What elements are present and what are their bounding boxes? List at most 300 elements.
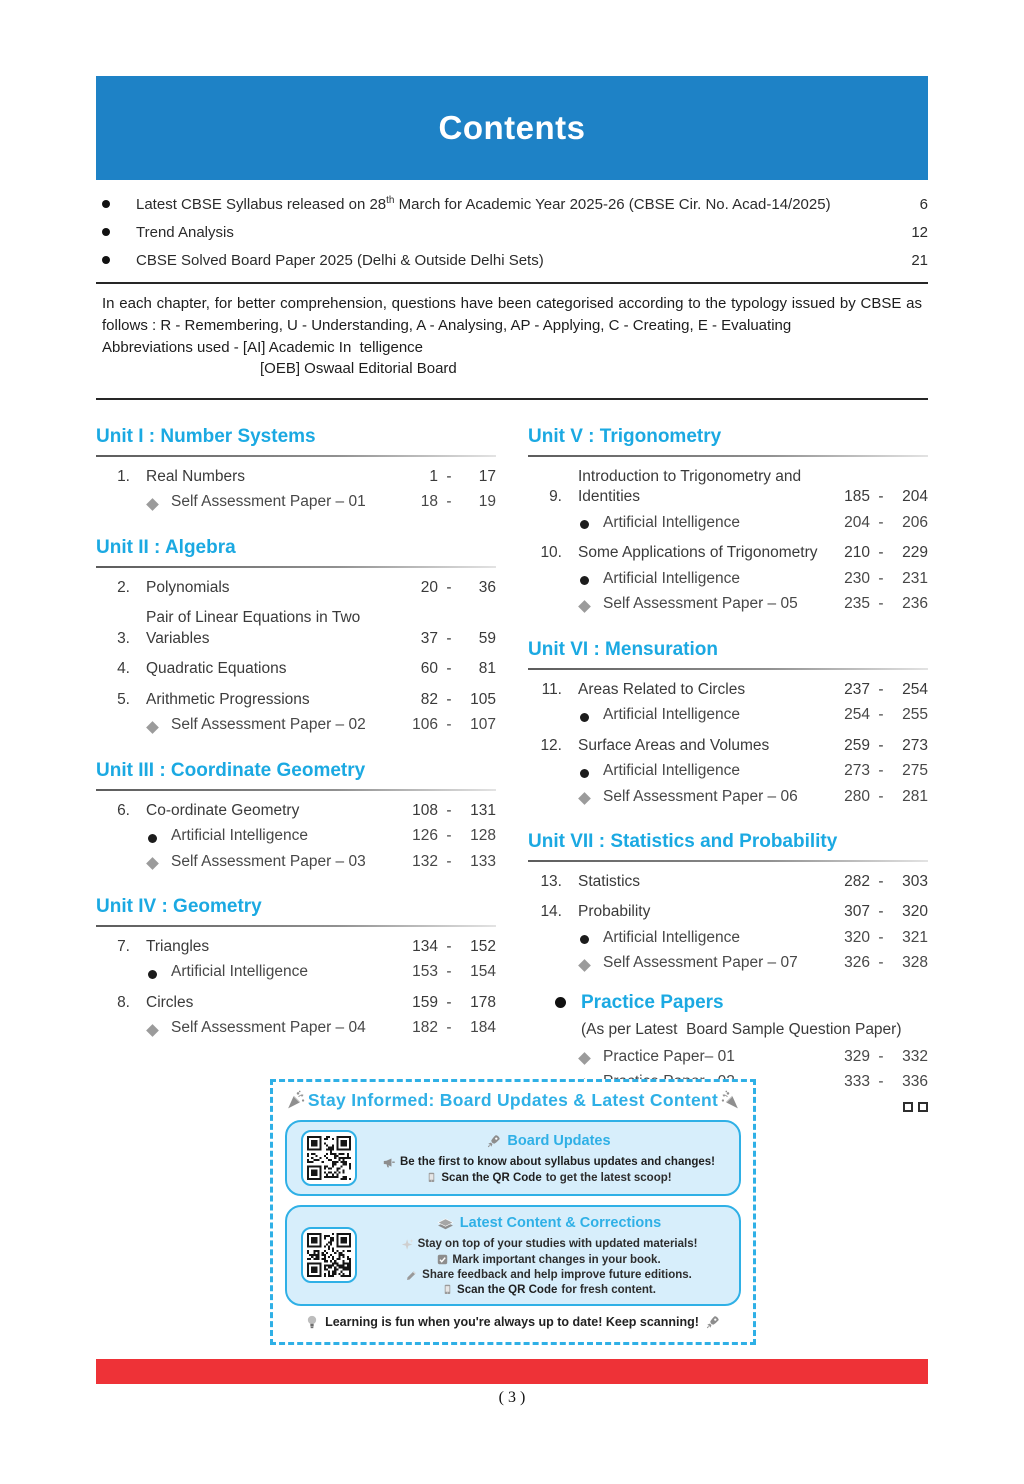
- page-range: [402, 826, 496, 846]
- page-start: 132: [412, 852, 438, 870]
- page-end: 128: [470, 827, 496, 845]
- toc-right-column: [528, 426, 928, 1112]
- page-end: 229: [902, 544, 928, 562]
- page-range-dash: -: [446, 716, 452, 734]
- info-card-line: [369, 1172, 729, 1184]
- page-start: 153: [412, 963, 438, 981]
- books-icon: [437, 1217, 454, 1230]
- diamond-icon: [146, 1024, 159, 1037]
- diamond-icon: [578, 1052, 591, 1065]
- front-matter-text: CBSE Solved Board Paper 2025 (Delhi & Outside Delhi Sets): [136, 252, 544, 269]
- page-start: 126: [412, 827, 438, 845]
- info-line-bold: Scan the QR Code: [457, 1283, 558, 1296]
- unit-items: [96, 801, 496, 872]
- diamond-marker: [148, 1026, 157, 1039]
- toc-item-title: Co-ordinate Geometry: [146, 801, 300, 819]
- bullet-icon: [580, 769, 589, 778]
- bullet-icon: [102, 200, 110, 208]
- toc-item-title: Artificial Intelligence: [603, 569, 740, 587]
- note-oeb: [OEB] Oswaal Editorial Board: [260, 360, 457, 378]
- page-end: 320: [902, 903, 928, 921]
- page-range: [402, 962, 496, 982]
- info-box: [270, 1079, 756, 1345]
- toc-chapter-row: [96, 467, 496, 487]
- page-range: [402, 937, 496, 957]
- info-card: [285, 1205, 741, 1306]
- unit-underline: [96, 925, 496, 927]
- toc-chapter-row: [96, 690, 496, 710]
- page-range-dash: -: [446, 852, 452, 870]
- diamond-marker: [148, 859, 157, 872]
- bullet-icon: [148, 834, 157, 843]
- page-start: 329: [844, 1047, 870, 1065]
- info-card-line: [369, 1269, 729, 1281]
- qr-code: [301, 1227, 357, 1283]
- sparkle-icon: [401, 1238, 414, 1251]
- page-end: 19: [478, 493, 496, 511]
- page-range: [834, 902, 928, 922]
- page-range-dash: -: [446, 690, 452, 708]
- bullet-marker: [580, 520, 589, 533]
- front-matter-row: [96, 246, 928, 274]
- toc-item-title: Self Assessment Paper – 02: [171, 716, 366, 734]
- practice-papers-heading-row: [528, 992, 928, 1014]
- page-range: [834, 680, 928, 700]
- page-end: 303: [902, 872, 928, 890]
- bullet-icon: [102, 228, 110, 236]
- page-range-dash: -: [878, 513, 884, 531]
- info-line-text: Stay on top of your studies with updated materials!: [417, 1238, 698, 1250]
- page-range: [834, 569, 928, 589]
- info-card-heading: Latest Content & Corrections: [459, 1215, 662, 1231]
- page-start: 159: [412, 993, 438, 1011]
- page-start: 230: [844, 569, 870, 587]
- toc-chapter-row: [96, 659, 496, 679]
- bullet-icon: [580, 576, 589, 585]
- bullet-icon: [580, 520, 589, 529]
- page-end: 204: [902, 488, 928, 506]
- page-number-value: 12: [911, 223, 928, 241]
- toc-chapter-row: [528, 680, 928, 700]
- chapter-number: 7.: [117, 937, 130, 955]
- toc-sap-row: [528, 594, 928, 614]
- page-title: Contents: [438, 109, 586, 146]
- page-range-dash: -: [446, 993, 452, 1011]
- page-range: [402, 690, 496, 710]
- chapter-number: 10.: [540, 544, 562, 562]
- page-end: 206: [902, 513, 928, 531]
- toc-item-title: Artificial Intelligence: [603, 762, 740, 780]
- toc-unit: [528, 639, 928, 807]
- practice-papers-heading: Practice Papers: [581, 991, 724, 1013]
- page-start: 235: [844, 595, 870, 613]
- info-cards: [285, 1120, 741, 1306]
- chapter-number: 2.: [117, 578, 130, 596]
- bullet-icon: [580, 935, 589, 944]
- page-range-dash: -: [446, 963, 452, 981]
- page-range: [834, 1072, 928, 1092]
- unit-underline: [528, 668, 928, 670]
- toc-sap-row: [528, 1047, 928, 1067]
- toc-sap-row: [96, 852, 496, 872]
- page-number-value: 6: [919, 195, 928, 213]
- note-paragraph: In each chapter, for better comprehension, questions have been categorised according to the typology issued by CBSE as follows : R - Remembering, U - Understanding, A - Analysing, AP - Applying, C - Creating, E - Evaluating: [102, 295, 922, 334]
- bullet-marker: [580, 713, 589, 726]
- front-matter-text: Trend Analysis: [136, 224, 234, 241]
- toc-sap-row: [96, 1018, 496, 1038]
- page-start: 273: [844, 762, 870, 780]
- page-range: [834, 705, 928, 725]
- toc-chapter-row: [528, 902, 928, 922]
- page-range-dash: -: [878, 595, 884, 613]
- page-end: 236: [902, 595, 928, 613]
- note-block: [96, 284, 928, 390]
- page-range-dash: -: [446, 468, 452, 485]
- square-icon: [918, 1102, 928, 1112]
- unit-items: [96, 578, 496, 736]
- page-end: 321: [902, 928, 928, 946]
- diamond-marker: [580, 794, 589, 807]
- toc-unit: [528, 426, 928, 615]
- toc-ai-row: [96, 962, 496, 982]
- toc-unit: [96, 760, 496, 872]
- diamond-marker: [148, 500, 157, 513]
- toc-item-title: Some Applications of Trigonometry: [578, 544, 818, 562]
- page-range: [834, 1047, 928, 1067]
- page-start: 60: [420, 660, 438, 678]
- chapter-number: 14.: [540, 903, 562, 921]
- contents-page: [0, 76, 1024, 1406]
- page-end: 254: [902, 680, 928, 698]
- page-start: 282: [844, 872, 870, 890]
- page-end: 131: [470, 801, 496, 819]
- page-end: 255: [902, 706, 928, 724]
- scanner-icon: [442, 1284, 453, 1295]
- page-end: 81: [478, 660, 496, 678]
- page-range-dash: -: [878, 903, 884, 921]
- page-range-dash: -: [878, 928, 884, 946]
- page-start: 254: [844, 706, 870, 724]
- page-range-dash: -: [446, 660, 452, 678]
- page-range-dash: -: [446, 578, 452, 596]
- info-line-text: Share feedback and help improve future editions.: [422, 1268, 692, 1281]
- diamond-icon: [578, 959, 591, 972]
- megaphone-icon: [383, 1156, 396, 1169]
- page-range-dash: -: [878, 736, 884, 754]
- unit-heading: Unit IV : Geometry: [96, 895, 262, 917]
- page-start: 204: [844, 513, 870, 531]
- diamond-marker: [148, 723, 157, 736]
- checkbox-icon: [437, 1254, 448, 1265]
- page-range: [402, 1018, 496, 1038]
- bullet-marker: [580, 769, 589, 782]
- toc-unit: [96, 426, 496, 513]
- info-line-text: to get the latest scoop!: [545, 1171, 672, 1184]
- toc-chapter-row: [528, 467, 928, 508]
- page-range-dash: -: [878, 787, 884, 805]
- toc-item-title: Artificial Intelligence: [603, 513, 740, 531]
- toc-chapter-row: [96, 993, 496, 1013]
- toc-item-title: Artificial Intelligence: [603, 706, 740, 724]
- toc-item-title: Self Assessment Paper – 05: [603, 595, 798, 613]
- chapter-number: 3.: [117, 629, 130, 647]
- page-end: 184: [470, 1019, 496, 1037]
- page-range: [402, 993, 496, 1013]
- diamond-marker: [580, 1054, 589, 1067]
- page-range: [834, 787, 928, 807]
- toc-sap-row: [528, 953, 928, 973]
- page-range-dash: -: [878, 569, 884, 587]
- toc-item-title: Triangles: [146, 937, 210, 955]
- page-range: [402, 467, 496, 487]
- page-range: [402, 492, 496, 512]
- page-start: 237: [844, 680, 870, 698]
- page-range-dash: -: [878, 488, 884, 506]
- toc-chapter-row: [528, 736, 928, 756]
- chapter-number: 13.: [540, 872, 562, 890]
- unit-underline: [96, 566, 496, 568]
- unit-heading: Unit II : Algebra: [96, 536, 236, 558]
- page-end: 281: [902, 787, 928, 805]
- toc-unit: [96, 896, 496, 1039]
- bullet-icon: [148, 970, 157, 979]
- info-footer-text: Learning is fun when you're always up to date! Keep scanning!: [325, 1315, 699, 1329]
- toc-item-title: Self Assessment Paper – 01: [171, 493, 366, 511]
- toc-ai-row: [528, 928, 928, 948]
- toc-ai-row: [528, 705, 928, 725]
- toc-sap-row: [96, 715, 496, 735]
- page-end: 105: [470, 690, 496, 708]
- page-end: 332: [902, 1047, 928, 1065]
- page-range: [834, 761, 928, 781]
- toc-ai-row: [96, 826, 496, 846]
- front-matter-text: Latest CBSE Syllabus released on 28th March for Academic Year 2025-26 (CBSE Cir. No. Acad-14/2025): [136, 195, 831, 213]
- bullet-marker: [580, 576, 589, 589]
- bullet-icon: [102, 256, 110, 264]
- diamond-marker: [580, 602, 589, 615]
- page-number-value: 21: [911, 251, 928, 269]
- page-start: 320: [844, 928, 870, 946]
- divider-bottom: [96, 398, 928, 400]
- page-start: 18: [420, 493, 438, 511]
- page-range: [402, 801, 496, 821]
- page-range-dash: -: [446, 493, 452, 511]
- page-range: [834, 928, 928, 948]
- footer-red-bar: [96, 1359, 928, 1384]
- diamond-icon: [146, 721, 159, 734]
- toc-item-title: Surface Areas and Volumes: [578, 736, 770, 754]
- page-range-dash: -: [878, 706, 884, 724]
- chapter-number: 9.: [549, 488, 562, 506]
- page-start: 108: [412, 801, 438, 819]
- page-end: 336: [902, 1073, 928, 1091]
- toc-item-title: Areas Related to Circles: [578, 680, 746, 698]
- page-end: 328: [902, 954, 928, 972]
- chapter-number: 8.: [117, 993, 130, 1011]
- page-end: 36: [478, 578, 496, 596]
- table-of-contents: [96, 426, 928, 1112]
- front-matter-row: [96, 218, 928, 246]
- page-end: 17: [478, 468, 496, 485]
- chapter-number: 11.: [541, 680, 562, 698]
- page-end: 273: [902, 736, 928, 754]
- info-card-heading-row: [437, 1215, 661, 1231]
- unit-items: [96, 937, 496, 1039]
- page-start: 326: [844, 954, 870, 972]
- square-icon: [903, 1102, 913, 1112]
- page-start: 134: [412, 937, 438, 955]
- info-line-text: Mark important changes in your book.: [452, 1253, 661, 1266]
- toc-sap-row: [96, 492, 496, 512]
- unit-heading: Unit III : Coordinate Geometry: [96, 759, 366, 781]
- page-range: [834, 487, 928, 507]
- page-start: 20: [420, 578, 438, 596]
- page-end: 107: [470, 716, 496, 734]
- page-range: [402, 715, 496, 735]
- rocket-icon: [706, 1315, 720, 1329]
- unit-heading: Unit V : Trigonometry: [528, 426, 722, 447]
- info-card-line: [369, 1156, 729, 1169]
- unit-underline: [528, 455, 928, 457]
- bullet-icon: [580, 713, 589, 722]
- toc-unit: [528, 831, 928, 974]
- page-range-dash: -: [878, 1047, 884, 1065]
- page-range: [834, 513, 928, 533]
- toc-sap-row: [528, 787, 928, 807]
- toc-item-title: Self Assessment Paper – 07: [603, 954, 798, 972]
- unit-underline: [96, 789, 496, 791]
- page-end: 152: [470, 937, 496, 955]
- toc-chapter-row: [96, 937, 496, 957]
- page-range-dash: -: [878, 954, 884, 972]
- rocket-icon: [487, 1134, 501, 1148]
- diamond-icon: [146, 857, 159, 870]
- page-end: 133: [470, 852, 496, 870]
- toc-item-title: Artificial Intelligence: [171, 827, 308, 845]
- page-range: [834, 543, 928, 563]
- info-card-line: [369, 1284, 729, 1296]
- page-end: 154: [470, 963, 496, 981]
- page-range-dash: -: [878, 680, 884, 698]
- toc-item-title: Artificial Intelligence: [171, 963, 308, 981]
- info-line-bold: Be the first to know about syllabus updates and changes!: [399, 1156, 716, 1168]
- bullet-marker: [580, 935, 589, 948]
- toc-item-title: Self Assessment Paper – 03: [171, 852, 366, 870]
- diamond-icon: [578, 792, 591, 805]
- page-range: [834, 953, 928, 973]
- party-popper-icon: [720, 1090, 741, 1111]
- page-range-dash: -: [878, 1073, 884, 1091]
- front-matter-row: [96, 190, 928, 218]
- unit-heading: Unit VII : Statistics and Probability: [528, 830, 838, 852]
- info-card-line: [369, 1238, 729, 1251]
- page-number: ( 3 ): [498, 1389, 526, 1406]
- scanner-icon: [426, 1172, 437, 1183]
- toc-item-title: Polynomials: [146, 578, 230, 596]
- toc-left-column: [96, 426, 496, 1112]
- unit-items: [528, 872, 928, 974]
- unit-heading: Unit I : Number Systems: [96, 426, 316, 447]
- note-abbreviations: Abbreviations used - [AI] Academic In telligence: [102, 338, 424, 356]
- page-start: 182: [412, 1019, 438, 1037]
- toc-chapter-row: [528, 543, 928, 563]
- party-popper-icon: [285, 1090, 306, 1111]
- unit-items: [528, 680, 928, 807]
- info-card: [285, 1120, 741, 1196]
- toc-item-title: Self Assessment Paper – 04: [171, 1019, 366, 1037]
- toc-chapter-row: [528, 872, 928, 892]
- toc-item-title: Real Numbers: [146, 468, 246, 485]
- page-end: 231: [902, 569, 928, 587]
- page-range-dash: -: [878, 762, 884, 780]
- unit-items: [96, 467, 496, 513]
- page-range: [402, 659, 496, 679]
- page-start: 37: [420, 629, 438, 647]
- info-card-line: [369, 1254, 729, 1266]
- page-start: 106: [412, 716, 438, 734]
- bullet-marker: [148, 834, 157, 847]
- page-range: [834, 872, 928, 892]
- toc-item-title: Quadratic Equations: [146, 660, 287, 678]
- toc-item-title: Circles: [146, 993, 194, 1011]
- bullet-icon: [555, 997, 566, 1008]
- page-range: [402, 578, 496, 598]
- page-end: 59: [478, 629, 496, 647]
- info-line-bold: Scan the QR Code: [441, 1171, 542, 1184]
- toc-item-title: Pair of Linear Equations in Two Variables: [146, 609, 361, 647]
- toc-ai-row: [528, 513, 928, 533]
- page-start: 82: [420, 690, 438, 708]
- unit-underline: [528, 860, 928, 862]
- toc-item-title: Arithmetic Progressions: [146, 690, 310, 708]
- chapter-number: 4.: [117, 660, 130, 678]
- toc-chapter-row: [96, 801, 496, 821]
- info-card-body: [369, 1215, 729, 1296]
- toc-chapter-row: [96, 578, 496, 598]
- page-range-dash: -: [446, 1019, 452, 1037]
- page-header: [96, 76, 928, 180]
- chapter-number: 1.: [117, 468, 130, 485]
- toc-item-title: Probability: [578, 903, 651, 921]
- qr-code: [301, 1130, 357, 1186]
- page-range-dash: -: [446, 629, 452, 647]
- diamond-icon: [146, 498, 159, 511]
- page-range: [834, 594, 928, 614]
- toc-chapter-row: [96, 608, 496, 649]
- info-card-heading: Board Updates: [507, 1132, 611, 1149]
- lightbulb-icon: [306, 1315, 318, 1330]
- toc-item-title: Self Assessment Paper – 06: [603, 787, 798, 805]
- unit-heading: Unit VI : Mensuration: [528, 638, 718, 660]
- toc-unit: [96, 537, 496, 736]
- practice-papers-subtitle: (As per Latest Board Sample Question Paper): [581, 1020, 902, 1038]
- toc-ai-row: [528, 761, 928, 781]
- page-start: 259: [844, 736, 870, 754]
- page-range: [402, 852, 496, 872]
- info-line-text: for fresh content.: [561, 1283, 656, 1296]
- front-matter-list: [96, 190, 928, 274]
- info-box-title-row: [285, 1090, 741, 1111]
- toc-ai-row: [528, 569, 928, 589]
- chapter-number: 12.: [540, 736, 562, 754]
- page-start: 307: [844, 903, 870, 921]
- page-start: 280: [844, 787, 870, 805]
- memo-icon: [406, 1269, 418, 1281]
- info-box-footer: [285, 1315, 741, 1330]
- page-end: 275: [902, 762, 928, 780]
- chapter-number: 5.: [117, 690, 130, 708]
- page-start: 185: [844, 488, 870, 506]
